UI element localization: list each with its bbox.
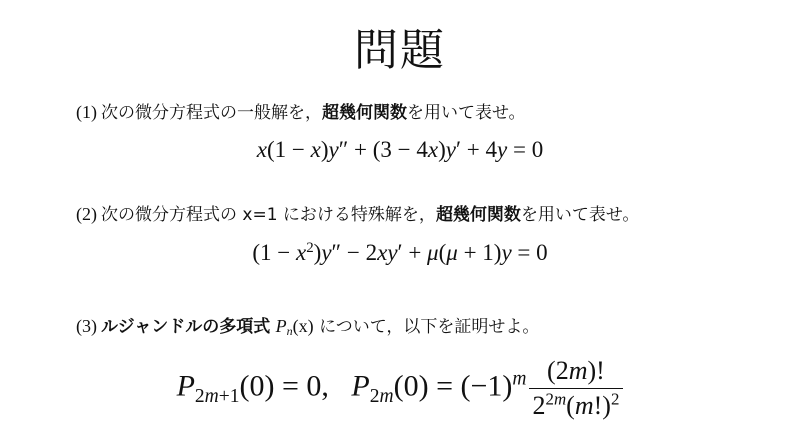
page-title: 問題 xyxy=(354,25,446,76)
problem-3-statement xyxy=(76,312,539,339)
problem-1-number: (1) xyxy=(76,102,97,122)
problem-1-bold-term: 超幾何関数 xyxy=(322,103,407,123)
equation-3: $P_{2m+1}(0) = 0$, $P_{2m}(0) = (-1)^m$ $\frac{(2m)!}{2^{2m}(m!)^2}$ xyxy=(0,356,800,421)
problem-2-bold-term: 超幾何関数 xyxy=(435,205,521,225)
equation-2: $(1 - x^2)y'' - 2xy' + \mu(\mu + 1)y = 0$ xyxy=(252,239,548,265)
problem-2-number: (2) xyxy=(76,204,97,224)
problem-3-bold-term: ルジャンドルの多項式 xyxy=(101,317,271,337)
problem-2-statement xyxy=(76,200,639,225)
fraction-numerator: (2m)! xyxy=(529,356,624,389)
problem-2-text-after: を用いて表せ。 xyxy=(520,205,640,225)
problem-3-text-after: について，以下を証明せよ。 xyxy=(319,317,540,337)
problem-1-text-after: を用いて表せ。 xyxy=(407,103,526,123)
problem-1-text-before: 次の微分方程式の一般解を， xyxy=(101,103,322,123)
problem-2-text-before: 次の微分方程式の x=1 における特殊解を， xyxy=(101,205,436,225)
fraction xyxy=(529,356,624,421)
problem-1-statement xyxy=(76,98,526,123)
legendre-polynomial-symbol: $P_n(x)$ xyxy=(275,316,314,338)
fraction-denominator: $2^{2m}(m!)^2$ xyxy=(532,389,620,420)
problem-3-number: (3) xyxy=(76,316,97,336)
equation-1: x(1 − x)y″ + (3 − 4x)y′ + 4y = 0 xyxy=(256,137,544,162)
